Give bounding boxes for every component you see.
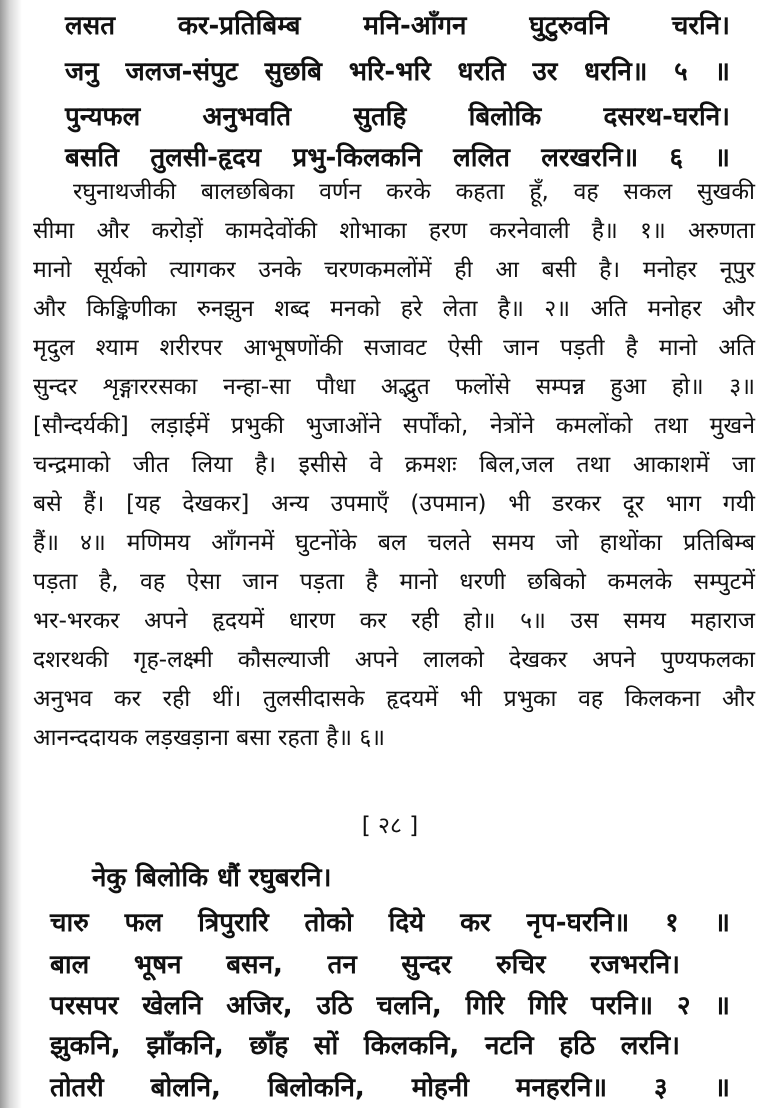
page-edge-shadow (0, 0, 22, 1108)
verse-line: जनु जलज-संपुट सुछबि भरि-भरि धरति उर धरनि॥ ५ ॥ (65, 57, 730, 87)
prose-line: भर-भरकर अपने हृदयमें धारण कर रही हो॥ ५॥ उस समय महाराज (33, 608, 755, 634)
verse-line: तोतरी बोलनि, बिलोकनि, मोहनी मनहरनि॥ ३ ॥ (50, 1073, 730, 1103)
section-number: [ २८ ] (361, 813, 419, 839)
verse-line: नेकु बिलोकि धौं रघुबरनि। (92, 863, 332, 893)
prose-line: पड़ता है, वह ऐसा जान पड़ता है मानो धरणी छबिको कमलके सम्पुटमें (33, 569, 755, 595)
verse-line: लसत कर-प्रतिबिम्ब मनि-आँगन घुटुरुवनि चरनि। (65, 11, 730, 41)
prose-line: दशरथकी गृह-लक्ष्मी कौसल्याजी अपने लालको देखकर अपने पुण्यफलका (33, 647, 755, 673)
verse-line: बसति तुलसी-हृदय प्रभु-किलकनि ललित लरखरनि॥ ६ ॥ (65, 143, 730, 173)
prose-line: [सौन्दर्यकी] लड़ाईमें प्रभुकी भुजाओंने सर्पोंको, नेत्रोंने कमलोंको तथा मुखने (33, 413, 755, 439)
prose-line: और किङ्किणीका रुनझुन शब्द मनको हरे लेता है॥ २॥ अति मनोहर और (33, 296, 755, 322)
prose-line: सीमा और करोड़ों कामदेवोंकी शोभाका हरण करनेवाली है॥ १॥ अरुणता (33, 218, 755, 244)
prose-line: हैं॥ ४॥ मणिमय आँगनमें घुटनोंके बल चलते समय जो हाथोंका प्रतिबिम्ब (33, 530, 755, 556)
prose-line: आनन्ददायक लड़खड़ाना बसा रहता है॥ ६॥ (33, 725, 386, 751)
prose-line: सुन्दर शृङ्गाररसका नन्हा-सा पौधा अद्भुत फलोंसे सम्पन्न हुआ हो॥ ३॥ (33, 374, 755, 400)
verse-line: चारु फल त्रिपुरारि तोको दिये कर नृप-घरनि॥ १ ॥ (50, 908, 730, 938)
verse-line: परसपर खेलनि अजिर, उठि चलनि, गिरि गिरि परनि॥ २ ॥ (50, 991, 730, 1021)
prose-line: अनुभव कर रही थीं। तुलसीदासके हृदयमें भी प्रभुका वह किलकना और (33, 686, 755, 712)
prose-line: बसे हैं। [यह देखकर] अन्य उपमाएँ (उपमान) भी डरकर दूर भाग गयी (33, 491, 755, 517)
verse-line: बाल भूषन बसन, तन सुन्दर रुचिर रजभरनि। (50, 950, 680, 980)
verse-line: झुकनि, झाँकनि, छाँह सों किलकनि, नटनि हठि लरनि। (50, 1031, 680, 1061)
prose-line: चन्द्रमाको जीत लिया है। इसीसे वे क्रमशः बिल,जल तथा आकाशमें जा (33, 452, 755, 478)
prose-line: रघुनाथजीकी बालछबिका वर्णन करके कहता हूँ, वह सकल सुखकी (73, 179, 755, 205)
verse-line: पुन्यफल अनुभवति सुतहि बिलोकि दसरथ-घरनि। (65, 102, 730, 132)
prose-line: मानो सूर्यको त्यागकर उनके चरणकमलोंमें ही आ बसी है। मनोहर नूपुर (33, 257, 755, 283)
prose-line: मृदुल श्याम शरीरपर आभूषणोंकी सजावट ऐसी जान पड़ती है मानो अति (33, 335, 755, 361)
